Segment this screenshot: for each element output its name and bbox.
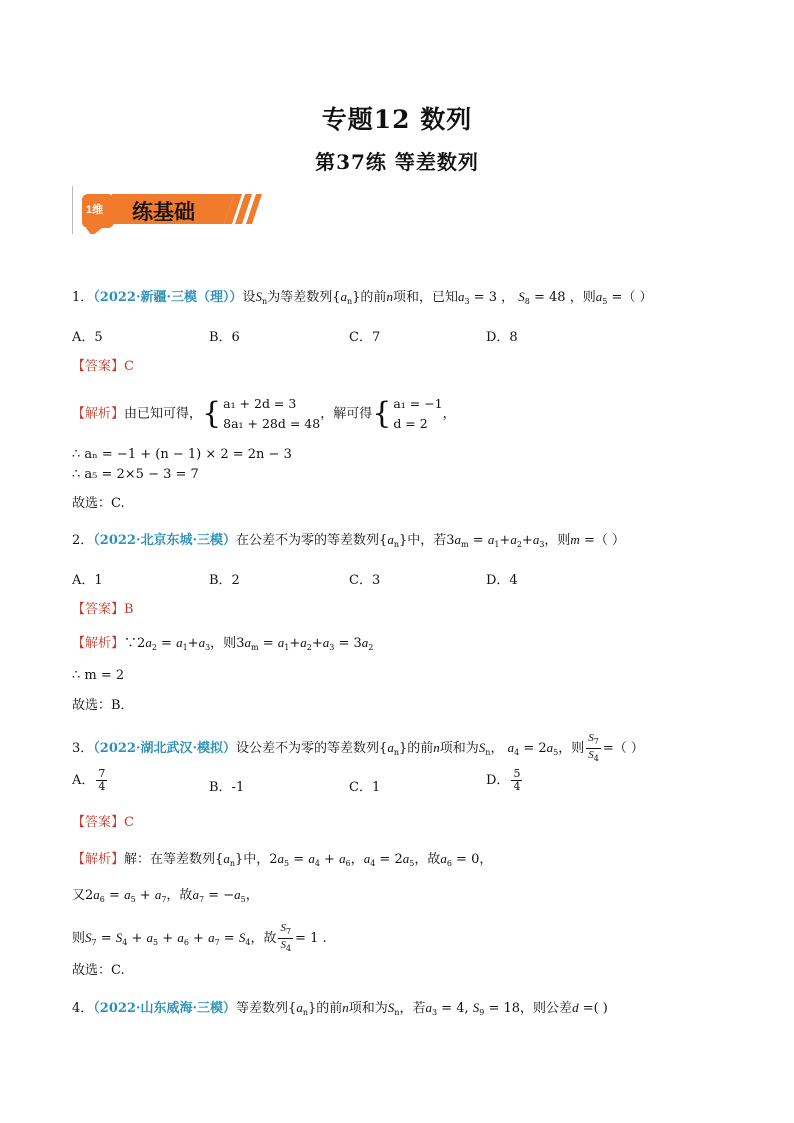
question-source: （2022·北京东城·三模）	[93, 533, 237, 548]
option-b: B．-1	[209, 780, 245, 795]
option-a: A．5	[72, 330, 103, 345]
option-d: D． $\frac{5}{4}$	[486, 767, 521, 793]
analysis: 【解析】解：在等差数列$\{a_n\}$中，$2a_5 = a_4 + a_6$，$a_4 = 2a_5$，故$a_6 = 0$，	[72, 851, 493, 868]
choose: 故选：C.	[72, 963, 125, 978]
analysis: 【解析】$\because 2a_2 = a_1+a_3$，则$3a_m = a_1+a_2+a_3 = 3a_2$	[72, 635, 374, 652]
banner-divider	[72, 186, 73, 234]
option-c: C．3	[349, 573, 381, 588]
analysis-line: ∴ m = 2	[72, 668, 125, 683]
analysis-line: ∴ aₙ = −1 + (n − 1) × 2 = 2n − 3	[72, 447, 292, 462]
question-source: （2022·湖北武汉·模拟）	[93, 741, 237, 756]
option-a: A． $\frac{7}{4}$	[72, 767, 106, 793]
answer: 【答案】B	[72, 602, 134, 617]
question-4-stem: 4．（2022·山东威海·三模）等差数列$\{a_n\}$的前n项和为$S_n$，若$a_3 = 4$, $S_9 = 18$，则公差d =( )	[72, 1000, 608, 1017]
option-c: C．1	[349, 780, 381, 795]
question-1-stem: 1．（2022·新疆·三模（理））设$S_n$为等差数列$\{a_n\}$的前n项和，已知$a_3 = 3$ ， $S_8 = 48$ ，则$a_5$ =（ ）	[72, 289, 653, 306]
option-a: A．1	[72, 573, 103, 588]
banner-level: 1维	[86, 204, 104, 216]
option-b: B．2	[209, 573, 240, 588]
analysis-line: ∴ a₅ = 2×5 − 3 = 7	[72, 467, 199, 482]
choose: 故选：C.	[72, 496, 125, 511]
page-subtitle: 第37练 等差数列	[315, 150, 479, 174]
analysis: 【解析】由已知可得，{ a₁ + 2d = 3 8a₁ + 28d = 48，解可得{ a₁ = −1 d = 2，	[72, 396, 456, 431]
page-title: 专题12 数列	[321, 105, 473, 134]
option-d: D．4	[486, 573, 518, 588]
analysis-line: 则$S_7 = S_4 + a_5 + a_6 + a_7 = S_4$，故 $\frac{S_7}{S_4}$ = 1 .	[72, 922, 327, 953]
answer: 【答案】C	[72, 815, 134, 830]
answer: 【答案】C	[72, 359, 134, 374]
question-2-stem: 2．（2022·北京东城·三模）在公差不为零的等差数列$\{a_n\}$中，若$3a_m = a_1+a_2+a_3$，则m =（ ）	[72, 532, 625, 549]
choose: 故选：B．	[72, 698, 134, 713]
option-c: C．7	[349, 330, 381, 345]
question-source: （2022·新疆·三模（理））	[93, 290, 243, 305]
option-d: D．8	[486, 330, 518, 345]
analysis-line: 又$2a_6 = a_5 + a_7$，故$a_7 = -a_5$，	[72, 887, 259, 904]
question-source: （2022·山东威海·三模）	[93, 1001, 237, 1016]
option-b: B．6	[209, 330, 240, 345]
banner-text: 练基础	[132, 200, 195, 224]
question-3-stem: 3．（2022·湖北武汉·模拟）设公差不为零的等差数列$\{a_n\}$的前n项和为$S_n$， $a_4 = 2a_5$，则 $\frac{S_7}{S_4}$ =（ ）	[72, 732, 644, 763]
